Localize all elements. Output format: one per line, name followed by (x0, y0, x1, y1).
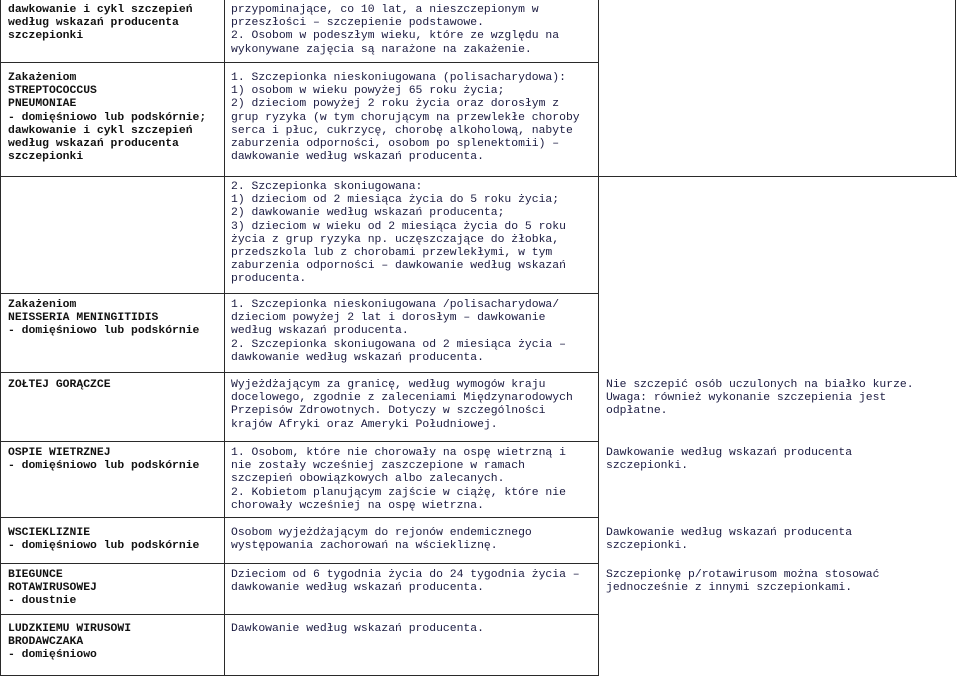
table-row-middle-cell: 1. Szczepionka nieskoniugowana (polisacharydowa): 1) osobom w wieku powyżej 65 roku życia; 2) dzieciom powyżej 2 roku życia oraz dorosłym z grup ryzyka (w tym chorującym na przewlekłe choroby serca i płuc, cukrzycę, chorobę alkoholową, nabyte zaburzenia odporności, osobom po splenektomii) – dawkowanie według wskazań producenta. (231, 72, 580, 164)
table-row-left-cell: OSPIE WIETRZNEJ - domięśniowo lub podskórnie (8, 447, 200, 473)
table-row-left-cell: WŚCIEKLIŹNIE - domięśniowo lub podskórnie (8, 527, 200, 553)
column-divider (224, 0, 225, 676)
table-row-middle-cell: Wyjeżdżającym za granicę, według wymogów kraju docelowego, zgodnie z zaleceniami Międzynarodowych Przepisów Zdrowotnych. Dotyczy w szczególności krajów Afryki oraz Ameryki Południowej. (231, 379, 573, 431)
table-row-right-cell: Dawkowanie według wskazań producenta szczepionki. (606, 447, 853, 473)
row-divider (0, 372, 599, 373)
row-divider (0, 441, 599, 442)
table-row-middle-cell: Dzieciom od 6 tygodnia życia do 24 tygodnia życia – dawkowanie według wskazań producenta. (231, 569, 580, 595)
table-row-right-cell: Szczepionkę p/rotawirusom można stosować jednocześnie z innymi szczepionkami. (606, 569, 880, 595)
table-bottom-border (0, 675, 599, 676)
table-row-left-cell: dawkowanie i cykl szczepień według wskazań producenta szczepionki (8, 4, 193, 43)
table-row-middle-cell: przypominające, co 10 lat, a nieszczepionym w przeszłości – szczepienie podstawowe. 2. Osobom w podeszłym wieku, które ze względu na wykonywane zajęcia są narażone na zakażenie. (231, 4, 560, 56)
table-row-middle-cell: Osobom wyjeżdżającym do rejonów endemicznego występowania zachorowań na wściekliznę. (231, 527, 532, 553)
table-row-left-cell: ŻÓŁTEJ GORĄCZCE (8, 379, 111, 391)
table-row-right-cell: Dawkowanie według wskazań producenta szczepionki. (606, 527, 853, 553)
row-divider (0, 293, 599, 294)
row-divider (0, 176, 957, 177)
row-divider (0, 614, 599, 615)
column-divider (598, 0, 599, 676)
table-row-left-cell: BIEGUNCE ROTAWIRUSOWEJ - doustnie (8, 569, 97, 608)
table-row-left-cell: Zakażeniom NEISSERIA MENINGITIDIS - domięśniowo lub podskórnie (8, 299, 200, 338)
table-row-left-cell: Zakażeniom STREPTOCOCCUS PNEUMONIAE - domięśniowo lub podskórnie; dawkowanie i cykl szczepień według wskazań producenta szczepionki (8, 72, 207, 164)
row-divider (0, 517, 599, 518)
table-row-middle-cell-part-2: 2. Szczepionka skoniugowana: 1) dzieciom od 2 miesiąca życia do 5 roku życia; 2) dawkowanie według wskazań producenta; 3) dzieciom w wieku od 2 miesiąca życia do 5 roku życia z grup ryzyka np. uczęszczające do żłobka, przedszkola lub z chorobami przewlekłymi, w tym zaburzenia odporności – dawkowanie według wskazań producenta. (231, 181, 566, 286)
table-row-right-cell: Nie szczepić osób uczulonych na białko kurze. Uwaga: również wykonanie szczepienia jest odpłatne. (606, 379, 914, 418)
table-right-border (955, 0, 956, 177)
table-left-border (0, 0, 1, 676)
table-row-middle-cell: Dawkowanie według wskazań producenta. (231, 623, 484, 635)
row-divider (0, 62, 599, 63)
row-divider (0, 563, 599, 564)
table-row-left-cell: LUDZKIEMU WIRUSOWI BRODAWCZAKA - domięśniowo (8, 623, 132, 662)
table-row-middle-cell: 1. Osobom, które nie chorowały na ospę wietrzną i nie zostały wcześniej zaszczepione w ramach szczepień obowiązkowych albo zalecanych. 2. Kobietom planującym zajście w ciążę, które nie chorowały wcześniej na ospę wietrzna. (231, 447, 566, 512)
table-row-middle-cell: 1. Szczepionka nieskoniugowana /polisacharydowa/ dzieciom powyżej 2 lat i dorosłym – dawkowanie według wskazań producenta. 2. Szczepionka skoniugowana od 2 miesiąca życia – dawkowanie według wskazań producenta. (231, 299, 566, 364)
